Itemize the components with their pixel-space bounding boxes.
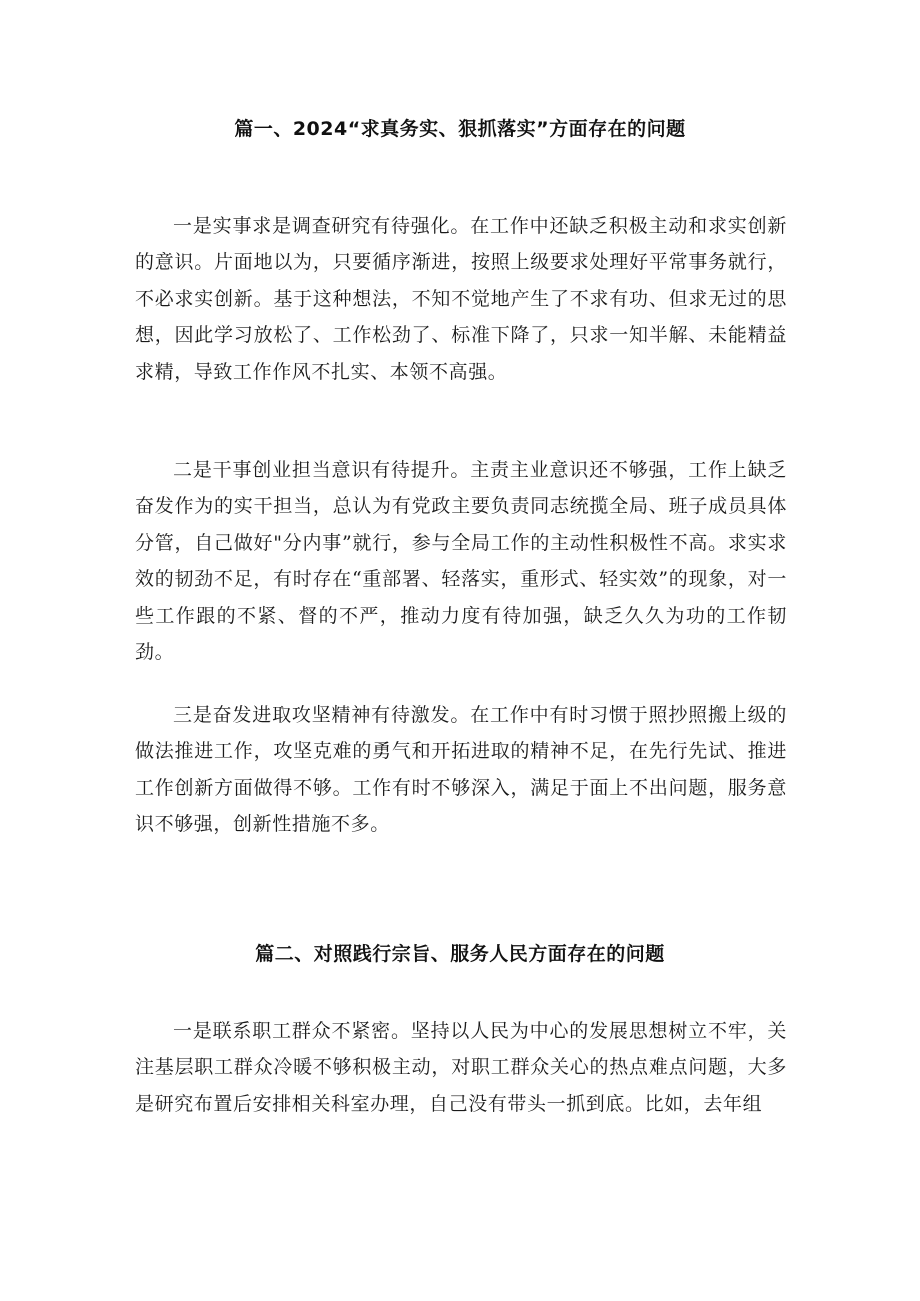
section-1-paragraph-1: 一是实事求是调查研究有待强化。在工作中还缺乏积极主动和求实创新的意识。片面地以为，只要循序渐进，按照上级要求处理好平常事务就行，不必求实创新。基于这种想法，不知不觉地产生了不求有功、但求无过的思想，因此学习放松了、工作松劲了、标准下降了，只求一知半解、未能精益求精，导致工作作风不扎实、本领不高强。 bbox=[135, 215, 787, 383]
section-2-paragraph-1: 一是联系职工群众不紧密。坚持以人民为中心的发展思想树立不牢，关注基层职工群众冷暖不够积极主动，对职工群众关心的热点难点问题，大多是研究布置后安排相关科室办理，自己没有带头一抓到底。比如，去年组 bbox=[135, 1020, 787, 1115]
section-1-paragraph-2: 二是干事创业担当意识有待提升。主责主业意识还不够强，工作上缺乏奋发作为的实干担当，总认为有党政主要负责同志统揽全局、班子成员具体分管，自己做好"分内事”就行，参与全局工作的主动性积极性不高。求实求效的韧劲不足，有时存在“重部署、轻落实，重形式、轻实效”的现象，对一些工作跟的不紧、督的不严，推动力度有待加强，缺乏久久为功的工作韧劲。 bbox=[135, 459, 787, 664]
section-1-paragraph-3: 三是奋发进取攻坚精神有待激发。在工作中有时习惯于照抄照搬上级的做法推进工作，攻坚克难的勇气和开拓进取的精神不足，在先行先试、推进工作创新方面做得不够。工作有时不够深入，满足于面上不出问题，服务意识不够强，创新性措施不多。 bbox=[135, 704, 787, 836]
section-2-title: 篇二、对照践行宗旨、服务人民方面存在的问题 bbox=[255, 943, 665, 965]
section-1-title: 篇一、2024“求真务实、狠抓落实”方面存在的问题 bbox=[234, 118, 686, 140]
